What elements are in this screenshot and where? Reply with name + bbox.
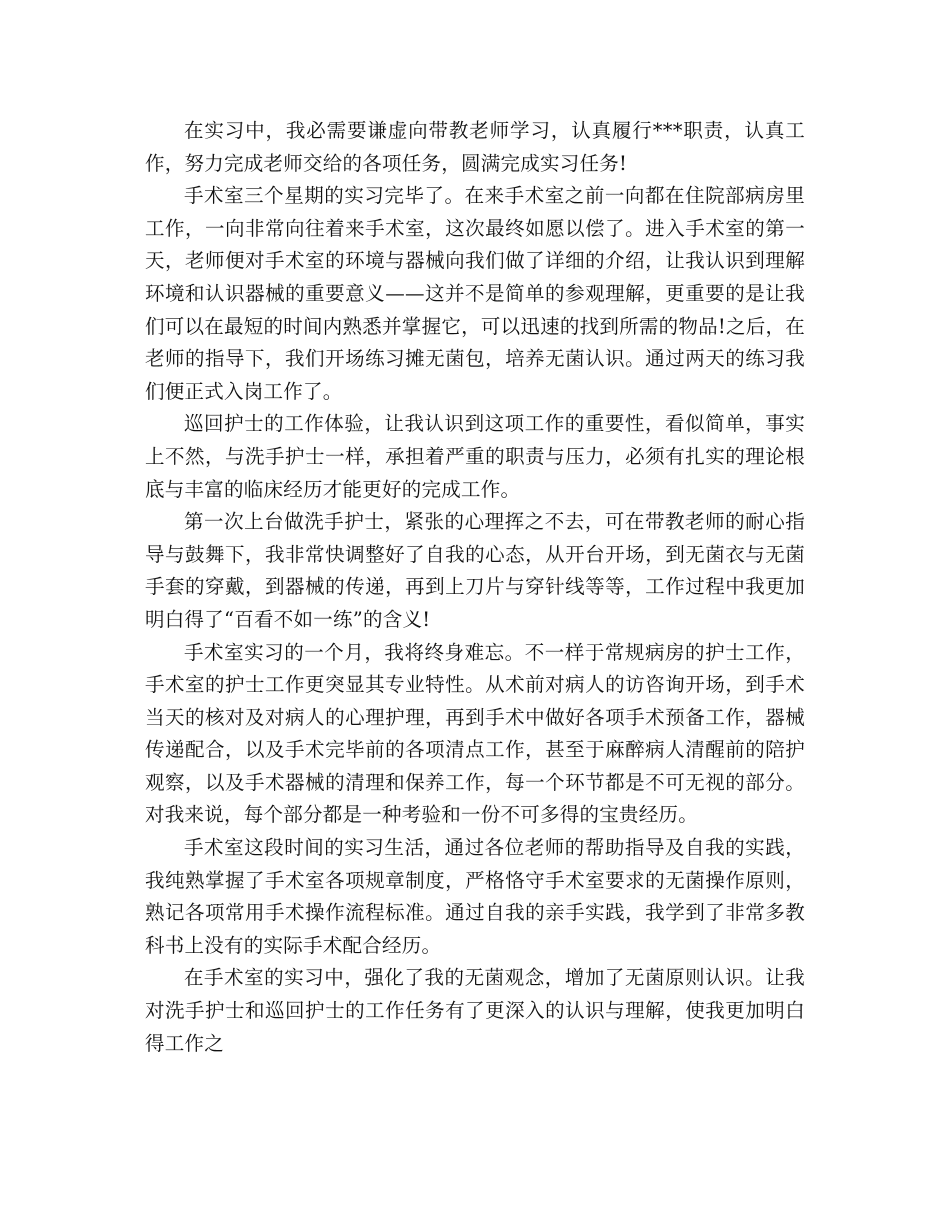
paragraph-2: 手术室三个星期的实习完毕了。在来手术室之前一向都在住院部病房里工作，一向非常向往着来手术室，这次最终如愿以偿了。进入手术室的第一天，老师便对手术室的环境与器械向我们做了详细的介绍，让我认识到理解环境和认识器械的重要意义——这并不是简单的参观理解，更重要的是让我们可以在最短的时间内熟悉并掌握它，可以迅速的找到所需的物品!之后，在老师的指导下，我们开场练习摊无菌包，培养无菌认识。通过两天的练习我们便正式入岗工作了。 xyxy=(145,184,805,403)
paragraph-6: 手术室这段时间的实习生活，通过各位老师的帮助指导及自我的实践，我纯熟掌握了手术室各项规章制度，严格恪守手术室要求的无菌操作原则，熟记各项常用手术操作流程标准。通过自我的亲手实践，我学到了非常多教科书上没有的实际手术配合经历。 xyxy=(145,836,805,957)
paragraph-7: 在手术室的实习中，强化了我的无菌观念，增加了无菌原则认识。让我对洗手护士和巡回护士的工作任务有了更深入的认识与理解，使我更加明白得工作之 xyxy=(145,966,805,1055)
document-body xyxy=(145,115,805,1060)
paragraph-4: 第一次上台做洗手护士，紧张的心理挥之不去，可在带教老师的耐心指导与鼓舞下，我非常快调整好了自我的心态，从开台开场，到无菌衣与无菌手套的穿戴，到器械的传递，再到上刀片与穿针线等等，工作过程中我更加明白得了“百看不如一练”的含义! xyxy=(145,510,805,631)
paragraph-3: 巡回护士的工作体验，让我认识到这项工作的重要性，看似简单，事实上不然，与洗手护士一样，承担着严重的职责与压力，必须有扎实的理论根底与丰富的临床经历才能更好的完成工作。 xyxy=(145,412,805,501)
paragraph-1: 在实习中，我必需要谦虚向带教老师学习，认真履行***职责，认真工作，努力完成老师交给的各项任务，圆满完成实习任务! xyxy=(145,119,805,175)
paragraph-5: 手术室实习的一个月，我将终身难忘。不一样于常规病房的护士工作，手术室的护士工作更突显其专业特性。从术前对病人的访咨询开场，到手术当天的核对及对病人的心理护理，再到手术中做好各项手术预备工作，器械传递配合，以及手术完毕前的各项清点工作，甚至于麻醉病人清醒前的陪护观察，以及手术器械的清理和保养工作，每一个环节都是不可无视的部分。对我来说，每个部分都是一种考验和一份不可多得的宝贵经历。 xyxy=(145,640,805,827)
